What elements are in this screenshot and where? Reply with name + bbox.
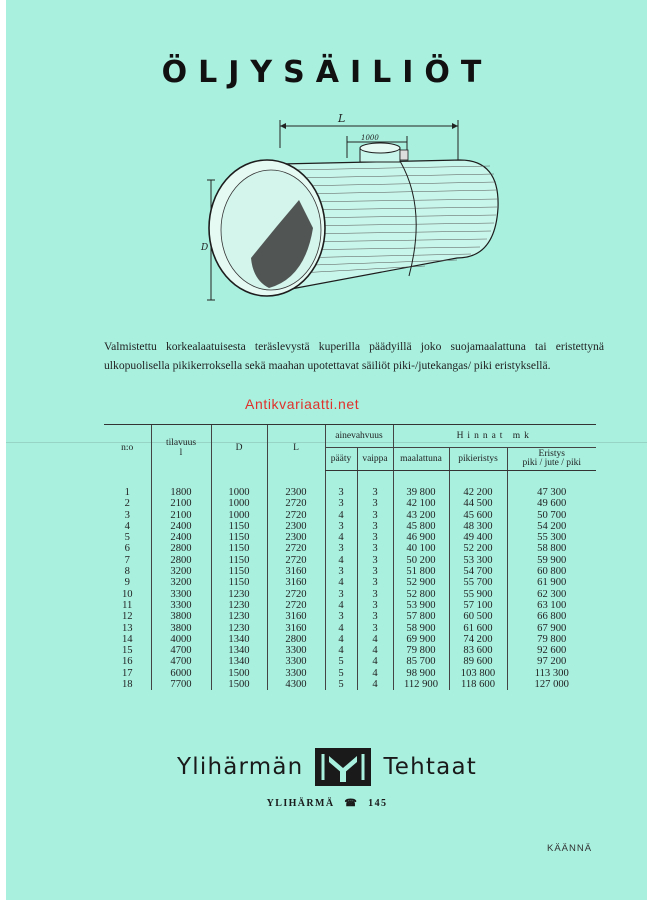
table-row — [104, 498, 596, 509]
cell-tilavuus: 3800 — [151, 611, 211, 622]
cell-maalattuna: 43 200 — [393, 510, 449, 521]
cell-d: 1150 — [211, 577, 267, 588]
header-l: L — [267, 425, 325, 471]
cell-tilavuus: 2400 — [151, 532, 211, 543]
cell-l: 3300 — [267, 656, 325, 667]
cell-eristys: 50 700 — [507, 510, 596, 521]
cell-eristys: 97 200 — [507, 656, 596, 667]
cell-eristys: 55 300 — [507, 532, 596, 543]
table-row — [104, 577, 596, 588]
cell-paaty: 3 — [325, 566, 357, 577]
header-eristys — [507, 448, 596, 471]
header-maalattuna: maalattuna — [393, 448, 449, 471]
cell-paaty: 3 — [325, 521, 357, 532]
cell-d: 1230 — [211, 611, 267, 622]
cell-pikieristys: 83 600 — [449, 645, 507, 656]
address-phone: 145 — [368, 798, 388, 809]
cell-maalattuna: 50 200 — [393, 555, 449, 566]
cell-maalattuna: 58 900 — [393, 623, 449, 634]
cell-l: 2300 — [267, 532, 325, 543]
cell-eristys: 49 600 — [507, 498, 596, 509]
cell-tilavuus: 2800 — [151, 555, 211, 566]
cell-eristys: 113 300 — [507, 668, 596, 679]
cell-tilavuus: 7700 — [151, 679, 211, 690]
cell-tilavuus: 2100 — [151, 510, 211, 521]
cell-no: 8 — [124, 566, 130, 578]
cell-eristys: 60 800 — [507, 566, 596, 577]
cell-eristys: 58 800 — [507, 543, 596, 554]
address-town: YLIHÄRMÄ — [266, 798, 335, 809]
cell-tilavuus: 3300 — [151, 589, 211, 600]
telephone-icon: ☎ — [344, 798, 359, 809]
header-vaippa: vaippa — [357, 448, 393, 471]
cell-paaty: 4 — [325, 634, 357, 645]
table-row — [104, 566, 596, 577]
cell-d: 1340 — [211, 656, 267, 667]
cell-maalattuna: 52 900 — [393, 577, 449, 588]
cell-d: 1230 — [211, 623, 267, 634]
cell-paaty: 4 — [325, 577, 357, 588]
table-row — [104, 634, 596, 645]
cell-no: 9 — [124, 577, 130, 589]
cell-l: 2720 — [267, 555, 325, 566]
cell-maalattuna: 53 900 — [393, 600, 449, 611]
cell-no: 1 — [124, 486, 130, 498]
cell-vaippa: 3 — [357, 577, 393, 588]
header-eristys-label: Eristys — [538, 449, 565, 459]
header-no: n:o — [104, 425, 151, 471]
cell-maalattuna: 51 800 — [393, 566, 449, 577]
turn-over-note: KÄÄNNÄ — [547, 843, 593, 854]
table-row — [104, 623, 596, 634]
cell-pikieristys: 60 500 — [449, 611, 507, 622]
cell-d: 1340 — [211, 634, 267, 645]
cell-paaty: 4 — [325, 510, 357, 521]
cell-d: 1000 — [211, 498, 267, 509]
cell-eristys: 92 600 — [507, 645, 596, 656]
watermark-text: Antikvariaatti.net — [245, 396, 360, 412]
table-row — [104, 589, 596, 600]
cell-pikieristys: 54 700 — [449, 566, 507, 577]
cell-no: 3 — [124, 509, 130, 521]
table-row — [104, 543, 596, 554]
cell-paaty: 5 — [325, 679, 357, 690]
cell-tilavuus: 2800 — [151, 543, 211, 554]
cell-l: 2720 — [267, 600, 325, 611]
cell-vaippa: 3 — [357, 543, 393, 554]
cell-paaty: 3 — [325, 498, 357, 509]
cell-tilavuus: 3200 — [151, 577, 211, 588]
product-description: Valmistettu korkealaatuisesta teräslevystä kuperilla päädyillä joko suojamaalattuna tai eristettynä ulkopuolisella pikikerroksella sekä maahan upotettavat säiliöt piki-/jutekangas/ piki eristyksellä. — [104, 340, 604, 372]
table-row — [104, 656, 596, 667]
cell-vaippa: 4 — [357, 645, 393, 656]
cell-no: 10 — [121, 588, 133, 600]
cell-no: 7 — [124, 554, 130, 566]
cell-pikieristys: 45 600 — [449, 510, 507, 521]
cell-eristys: 61 900 — [507, 577, 596, 588]
price-table — [104, 424, 596, 690]
cell-tilavuus: 3800 — [151, 623, 211, 634]
cell-pikieristys: 57 100 — [449, 600, 507, 611]
cell-maalattuna: 46 900 — [393, 532, 449, 543]
cell-vaippa: 3 — [357, 623, 393, 634]
cell-eristys: 127 000 — [507, 679, 596, 690]
cell-vaippa: 4 — [357, 668, 393, 679]
tank-drawing — [195, 108, 515, 308]
cell-paaty: 4 — [325, 532, 357, 543]
cell-no: 6 — [124, 543, 130, 555]
table-row — [104, 645, 596, 656]
cell-no: 17 — [121, 667, 133, 679]
cell-no: 14 — [121, 633, 133, 645]
cell-paaty: 3 — [325, 543, 357, 554]
company-signature — [0, 748, 654, 786]
cell-pikieristys: 55 700 — [449, 577, 507, 588]
header-eristys-sub: piki / jute / piki — [522, 458, 582, 468]
cell-tilavuus: 4700 — [151, 656, 211, 667]
table-row — [104, 555, 596, 566]
company-address — [0, 798, 654, 809]
table-row — [104, 471, 596, 499]
cell-d: 1500 — [211, 679, 267, 690]
table-row — [104, 510, 596, 521]
label-1000: 1000 — [361, 134, 379, 142]
cell-maalattuna: 98 900 — [393, 668, 449, 679]
cell-pikieristys: 103 800 — [449, 668, 507, 679]
cell-l: 3160 — [267, 623, 325, 634]
cell-no: 16 — [121, 656, 133, 668]
cell-pikieristys: 61 600 — [449, 623, 507, 634]
cell-paaty: 3 — [325, 611, 357, 622]
cell-eristys: 63 100 — [507, 600, 596, 611]
header-tilavuus — [151, 425, 211, 471]
cell-pikieristys: 42 200 — [449, 471, 507, 499]
cell-l: 2720 — [267, 589, 325, 600]
cell-pikieristys: 44 500 — [449, 498, 507, 509]
table-row — [104, 611, 596, 622]
cell-tilavuus: 4000 — [151, 634, 211, 645]
cell-eristys: 62 300 — [507, 589, 596, 600]
cell-vaippa: 3 — [357, 521, 393, 532]
cell-pikieristys: 49 400 — [449, 532, 507, 543]
cell-tilavuus: 3200 — [151, 566, 211, 577]
cell-eristys: 47 300 — [507, 471, 596, 499]
cell-maalattuna: 57 800 — [393, 611, 449, 622]
header-d: D — [211, 425, 267, 471]
cell-paaty: 4 — [325, 555, 357, 566]
cell-no: 18 — [121, 679, 133, 691]
cell-eristys: 79 800 — [507, 634, 596, 645]
cell-maalattuna: 69 900 — [393, 634, 449, 645]
cell-maalattuna: 39 800 — [393, 471, 449, 499]
cell-tilavuus: 6000 — [151, 668, 211, 679]
cell-d: 1340 — [211, 645, 267, 656]
cell-no: 12 — [121, 611, 133, 623]
cell-l: 3160 — [267, 566, 325, 577]
cell-maalattuna: 52 800 — [393, 589, 449, 600]
cell-tilavuus: 2100 — [151, 498, 211, 509]
cell-l: 2720 — [267, 543, 325, 554]
cell-vaippa: 3 — [357, 589, 393, 600]
cell-d: 1150 — [211, 566, 267, 577]
cell-l: 3300 — [267, 668, 325, 679]
page-title: ÖLJYSÄILIÖT — [161, 55, 493, 90]
table-row — [104, 521, 596, 532]
cell-paaty: 4 — [325, 645, 357, 656]
cell-maalattuna: 42 100 — [393, 498, 449, 509]
cell-vaippa: 4 — [357, 634, 393, 645]
cell-no: 11 — [122, 599, 133, 611]
header-paaty: pääty — [325, 448, 357, 471]
cell-vaippa: 3 — [357, 566, 393, 577]
cell-l: 2720 — [267, 510, 325, 521]
cell-eristys: 66 800 — [507, 611, 596, 622]
cell-l: 2300 — [267, 521, 325, 532]
company-name-left: Ylihärmän — [177, 754, 304, 780]
header-hinnat: Hinnat mk — [393, 425, 596, 448]
header-pikieristys: pikieristys — [449, 448, 507, 471]
table-row — [104, 600, 596, 611]
cell-no: 4 — [124, 520, 130, 532]
header-tilavuus-unit: l — [179, 447, 183, 458]
cell-pikieristys: 89 600 — [449, 656, 507, 667]
cell-eristys: 67 900 — [507, 623, 596, 634]
header-ainevahvuus: ainevahvuus — [325, 425, 393, 448]
cell-d: 1000 — [211, 471, 267, 499]
cell-vaippa: 3 — [357, 498, 393, 509]
cell-pikieristys: 53 300 — [449, 555, 507, 566]
cell-l: 2800 — [267, 634, 325, 645]
cell-tilavuus: 3300 — [151, 600, 211, 611]
cell-no: 5 — [124, 532, 130, 544]
company-name-right: Tehtaat — [383, 754, 477, 780]
cell-l: 4300 — [267, 679, 325, 690]
cell-d: 1230 — [211, 600, 267, 611]
cell-maalattuna: 112 900 — [393, 679, 449, 690]
cell-tilavuus: 2400 — [151, 521, 211, 532]
cell-d: 1500 — [211, 668, 267, 679]
cell-l: 3160 — [267, 611, 325, 622]
cell-d: 1000 — [211, 510, 267, 521]
cell-eristys: 59 900 — [507, 555, 596, 566]
cell-vaippa: 3 — [357, 555, 393, 566]
cell-maalattuna: 85 700 — [393, 656, 449, 667]
cell-d: 1150 — [211, 543, 267, 554]
cell-pikieristys: 74 200 — [449, 634, 507, 645]
cell-pikieristys: 48 300 — [449, 521, 507, 532]
cell-vaippa: 3 — [357, 510, 393, 521]
cell-d: 1150 — [211, 521, 267, 532]
cell-maalattuna: 40 100 — [393, 543, 449, 554]
header-tilavuus-label: tilavuus — [165, 437, 197, 448]
cell-vaippa: 3 — [357, 600, 393, 611]
cell-pikieristys: 55 900 — [449, 589, 507, 600]
cell-vaippa: 3 — [357, 532, 393, 543]
cell-tilavuus: 4700 — [151, 645, 211, 656]
cell-pikieristys: 52 200 — [449, 543, 507, 554]
cell-d: 1230 — [211, 589, 267, 600]
cell-d: 1150 — [211, 555, 267, 566]
table-row — [104, 532, 596, 543]
cell-paaty: 5 — [325, 656, 357, 667]
cell-maalattuna: 45 800 — [393, 521, 449, 532]
cell-vaippa: 3 — [357, 611, 393, 622]
cell-l: 2300 — [267, 471, 325, 499]
cell-vaippa: 3 — [357, 471, 393, 499]
cell-vaippa: 4 — [357, 679, 393, 690]
label-L: L — [338, 112, 346, 125]
cell-maalattuna: 79 800 — [393, 645, 449, 656]
cell-eristys: 54 200 — [507, 521, 596, 532]
cell-no: 2 — [124, 498, 130, 510]
cell-vaippa: 4 — [357, 656, 393, 667]
cell-paaty: 5 — [325, 668, 357, 679]
cell-no: 13 — [121, 622, 133, 634]
cell-paaty: 3 — [325, 589, 357, 600]
label-D: D — [201, 243, 209, 253]
cell-pikieristys: 118 600 — [449, 679, 507, 690]
cell-l: 2720 — [267, 498, 325, 509]
table-row — [104, 679, 596, 690]
cell-paaty: 4 — [325, 600, 357, 611]
cell-l: 3300 — [267, 645, 325, 656]
cell-d: 1150 — [211, 532, 267, 543]
cell-paaty: 4 — [325, 623, 357, 634]
price-table-body — [104, 471, 596, 691]
cell-l: 3160 — [267, 577, 325, 588]
cell-no: 15 — [121, 645, 133, 657]
company-logo-icon — [315, 748, 371, 786]
cell-paaty: 3 — [325, 471, 357, 499]
table-row — [104, 668, 596, 679]
cell-tilavuus: 1800 — [151, 471, 211, 499]
